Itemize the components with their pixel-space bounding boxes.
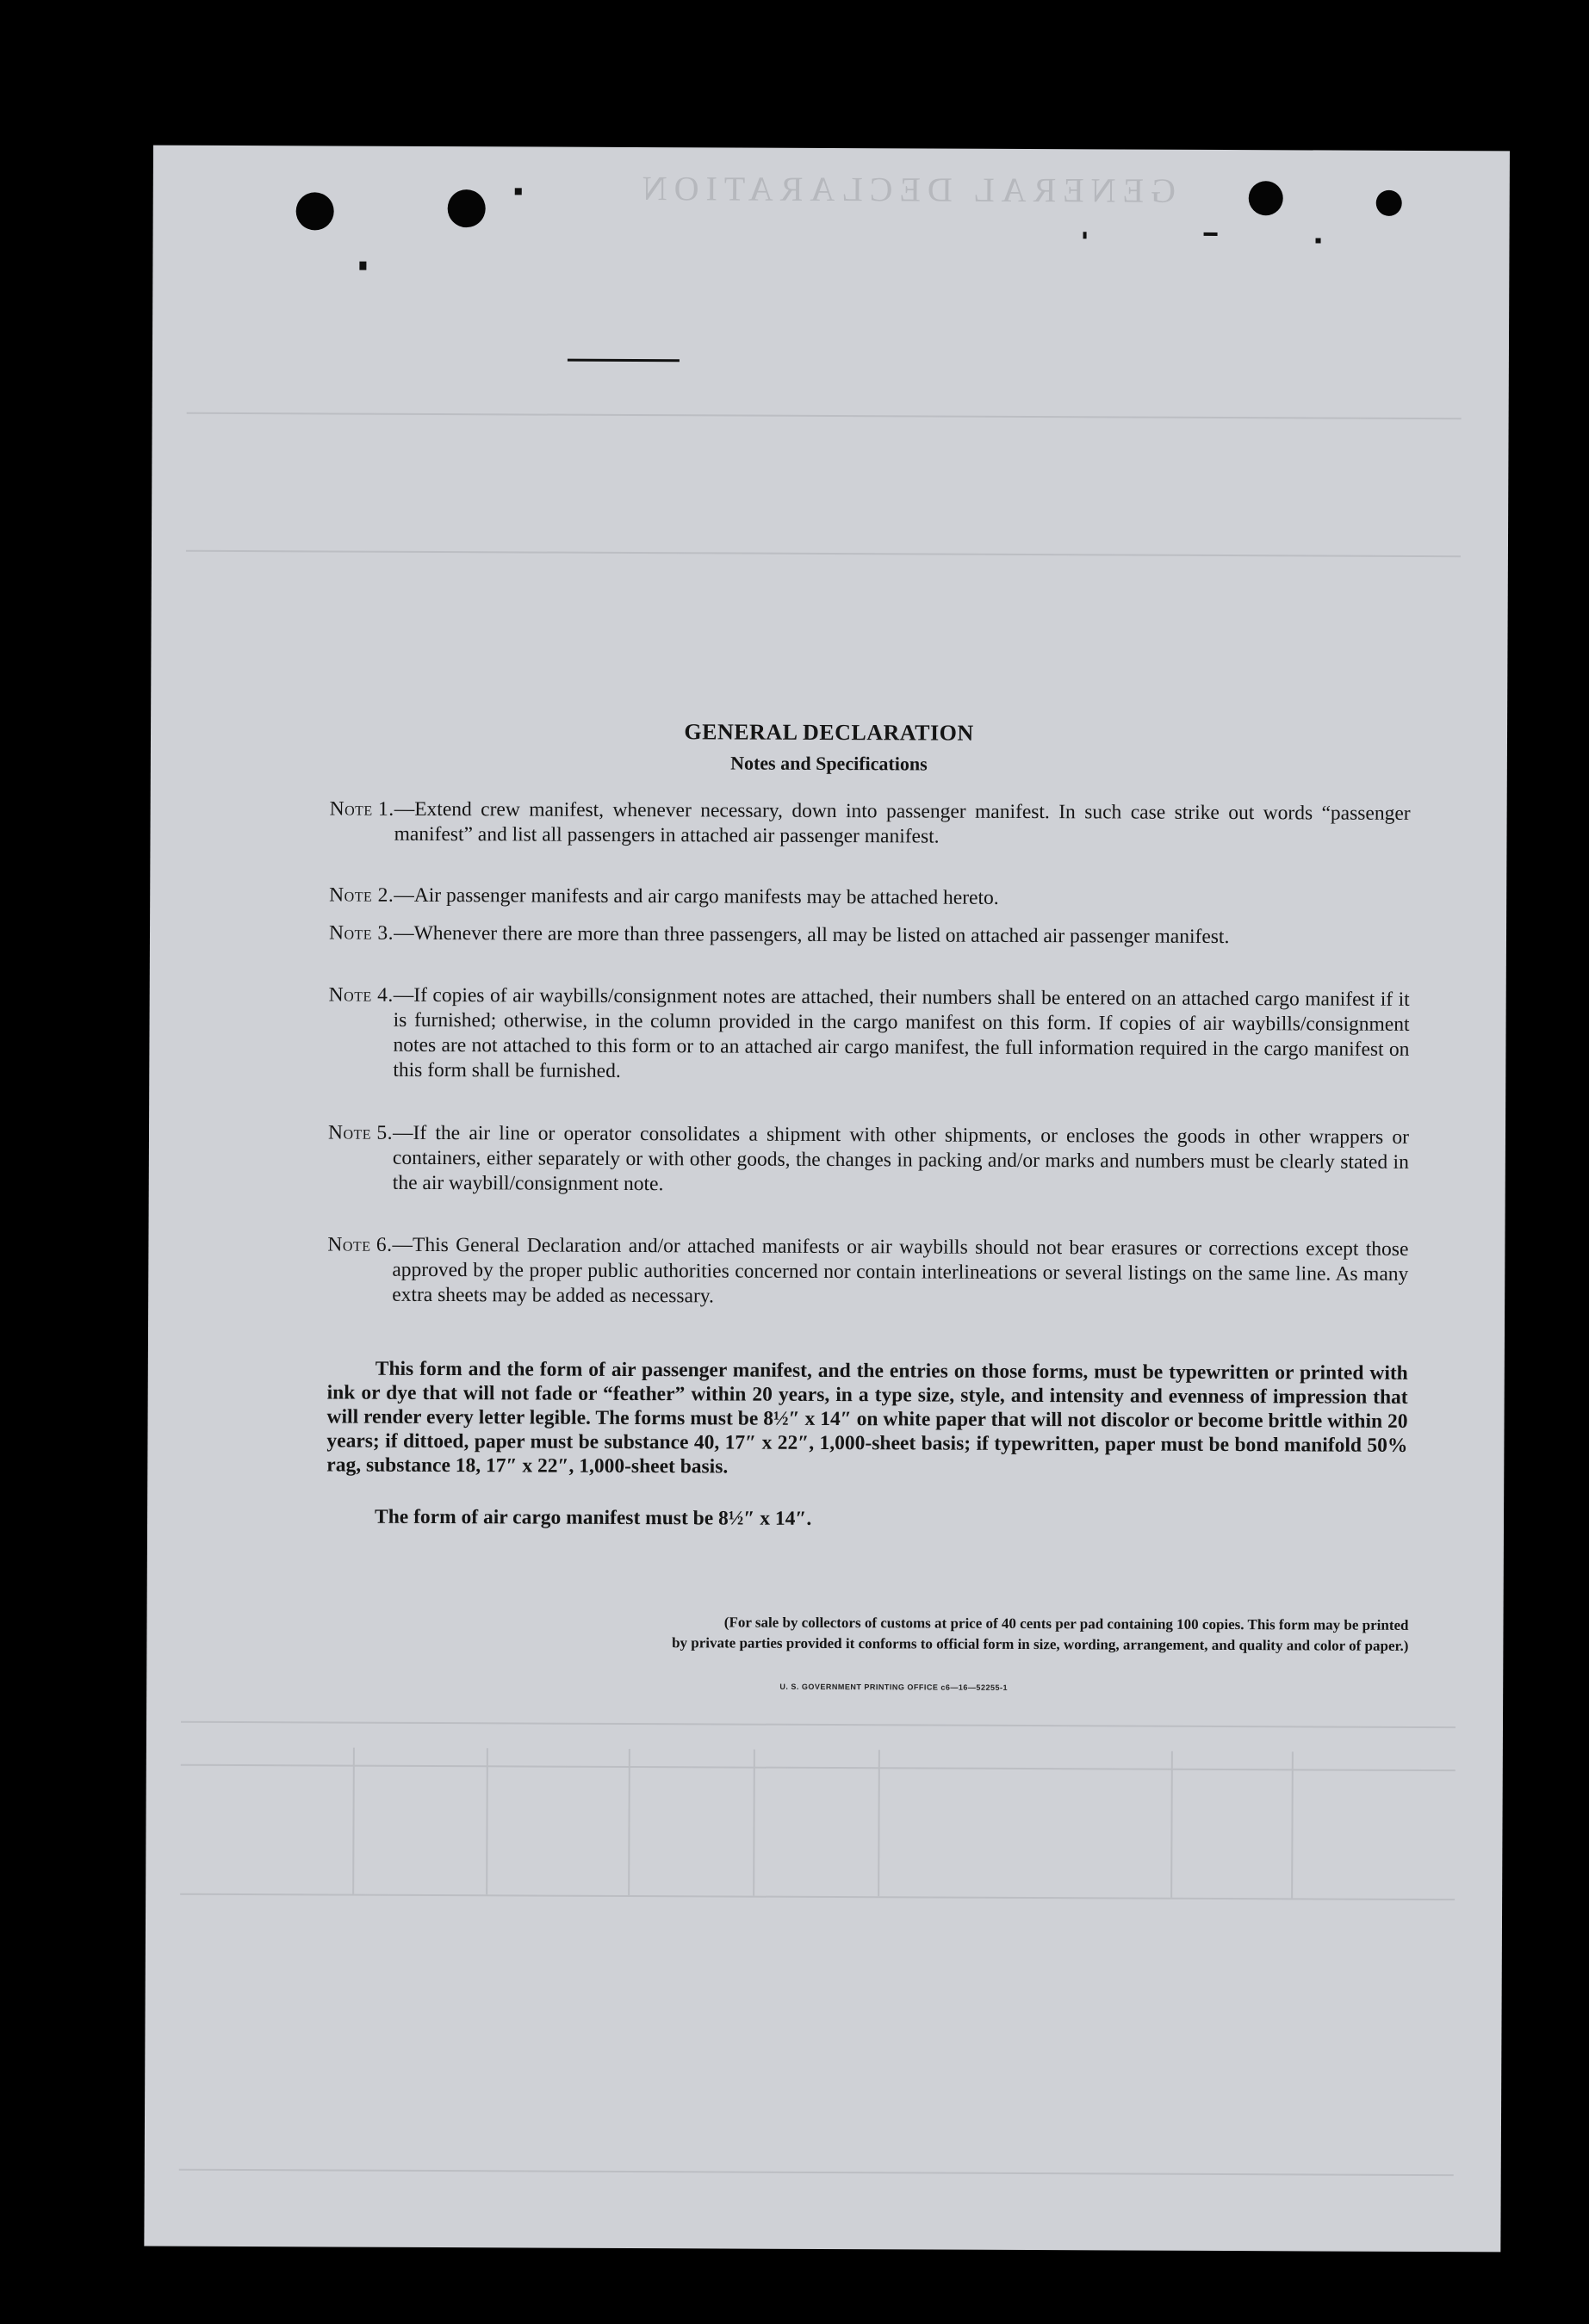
- bleed-through-rule: [352, 1748, 355, 1894]
- bleed-through-rule: [1170, 1751, 1173, 1898]
- note-1: [329, 796, 1410, 851]
- bleed-through-rule: [628, 1749, 630, 1895]
- cargo-manifest-size-line: The form of air cargo manifest must be 8½″ x 14″.: [375, 1505, 812, 1530]
- bleed-through-rule: [753, 1750, 755, 1896]
- ink-speck: [1204, 232, 1218, 236]
- bleed-through-rule: [878, 1750, 880, 1896]
- note-text: —Extend crew manifest, whenever necessary, down into passenger manifest. In such case strike out words “passenger manifest” and list all passengers in attached air passenger manifest.: [394, 797, 1411, 848]
- ink-speck: [1083, 232, 1087, 239]
- bleed-through-rule: [186, 550, 1461, 557]
- bleed-through-rule: [181, 1721, 1456, 1728]
- note-text: —If the air line or operator consolidates a shipment with other shipments, or encloses the goods in other wrappers or containers, either separately or with other goods, the changes in packing and/or marks and numbers must be clearly stated in the air waybill/consignment note.: [392, 1121, 1410, 1196]
- note-text: —If copies of air waybills/consignment notes are attached, their numbers shall be entered on an attached cargo manifest if it is furnished; otherwise, in the column provided in the cargo manifest on this form. If copies of air waybills/consignment notes are not attached to this form or to an attached air cargo manifest, the full information required in the cargo manifest on this form shall be furnished.: [393, 983, 1410, 1082]
- ink-speck: [515, 188, 522, 195]
- bleed-through-rule: [181, 1764, 1456, 1771]
- note-label: Note 1.: [329, 797, 394, 821]
- punch-hole-left: [296, 192, 334, 230]
- bleed-through-rule: [180, 1893, 1455, 1900]
- bleed-through-rule: [187, 412, 1462, 419]
- punch-hole-far-right: [1376, 190, 1402, 216]
- note-label: Note 2.: [329, 883, 394, 907]
- bleed-through-rule: [1291, 1751, 1294, 1898]
- ink-speck: [1316, 238, 1321, 243]
- ink-speck: [359, 262, 366, 270]
- note-2: [329, 883, 1410, 912]
- note-4: [328, 982, 1409, 1087]
- ink-speck: [568, 359, 680, 363]
- bleed-through-rule: [179, 2169, 1454, 2176]
- note-5: [328, 1120, 1409, 1199]
- note-text: —Air passenger manifests and air cargo manifests may be attached hereto.: [394, 883, 999, 909]
- note-label: Note 6.: [327, 1233, 393, 1256]
- note-label: Note 4.: [328, 983, 394, 1007]
- note-3: [329, 920, 1410, 950]
- note-text: —This General Declaration and/or attached manifests or air waybills should not bear erasures or corrections except those approved by the proper public authorities concerned nor contain interlineations or several listings on the same line. As many extra sheets may be added as necessary.: [392, 1233, 1409, 1308]
- bleed-through-rule: [486, 1748, 488, 1894]
- punch-hole-right: [1249, 181, 1283, 215]
- page-title: GENERAL DECLARATION: [684, 719, 974, 746]
- note-text: —Whenever there are more than three passengers, all may be listed on attached air passenger manifest.: [394, 921, 1230, 949]
- sale-notice-line-2: by private parties provided it conforms to official form in size, wording, arrangement, and quality and color of paper.): [672, 1634, 1409, 1654]
- form-requirements-paragraph: This form and the form of air passenger manifest, and the entries on those forms, must be typewritten or printed with ink or dye that will not fade or “feather” within 20 years, in a type size, style, and intensity and evenness of impression that will render every letter legible. The forms must be 8½″ x 14″ on white paper that will not discolor or become brittle within 20 years; if dittoed, paper must be substance 40, 17″ x 22″, 1,000-sheet basis; if typewritten, paper must be bond manifold 50% rag, substance 18, 17″ x 22″, 1,000-sheet basis.: [326, 1357, 1408, 1478]
- note-label: Note 3.: [328, 921, 394, 945]
- note-label: Note 5.: [327, 1121, 394, 1144]
- document-page: [144, 146, 1510, 2253]
- note-6: [327, 1232, 1408, 1311]
- punch-hole-center: [448, 189, 486, 227]
- bleed-through-heading: GENERAL DECLARATION: [635, 169, 1176, 210]
- page-subtitle: Notes and Specifications: [730, 752, 928, 775]
- sale-notice-line-1: (For sale by collectors of customs at price of 40 cents per pad containing 100 copies. This form may be printed: [723, 1614, 1409, 1633]
- printing-office-line: U. S. GOVERNMENT PRINTING OFFICE c6—16—52255-1: [779, 1682, 1009, 1692]
